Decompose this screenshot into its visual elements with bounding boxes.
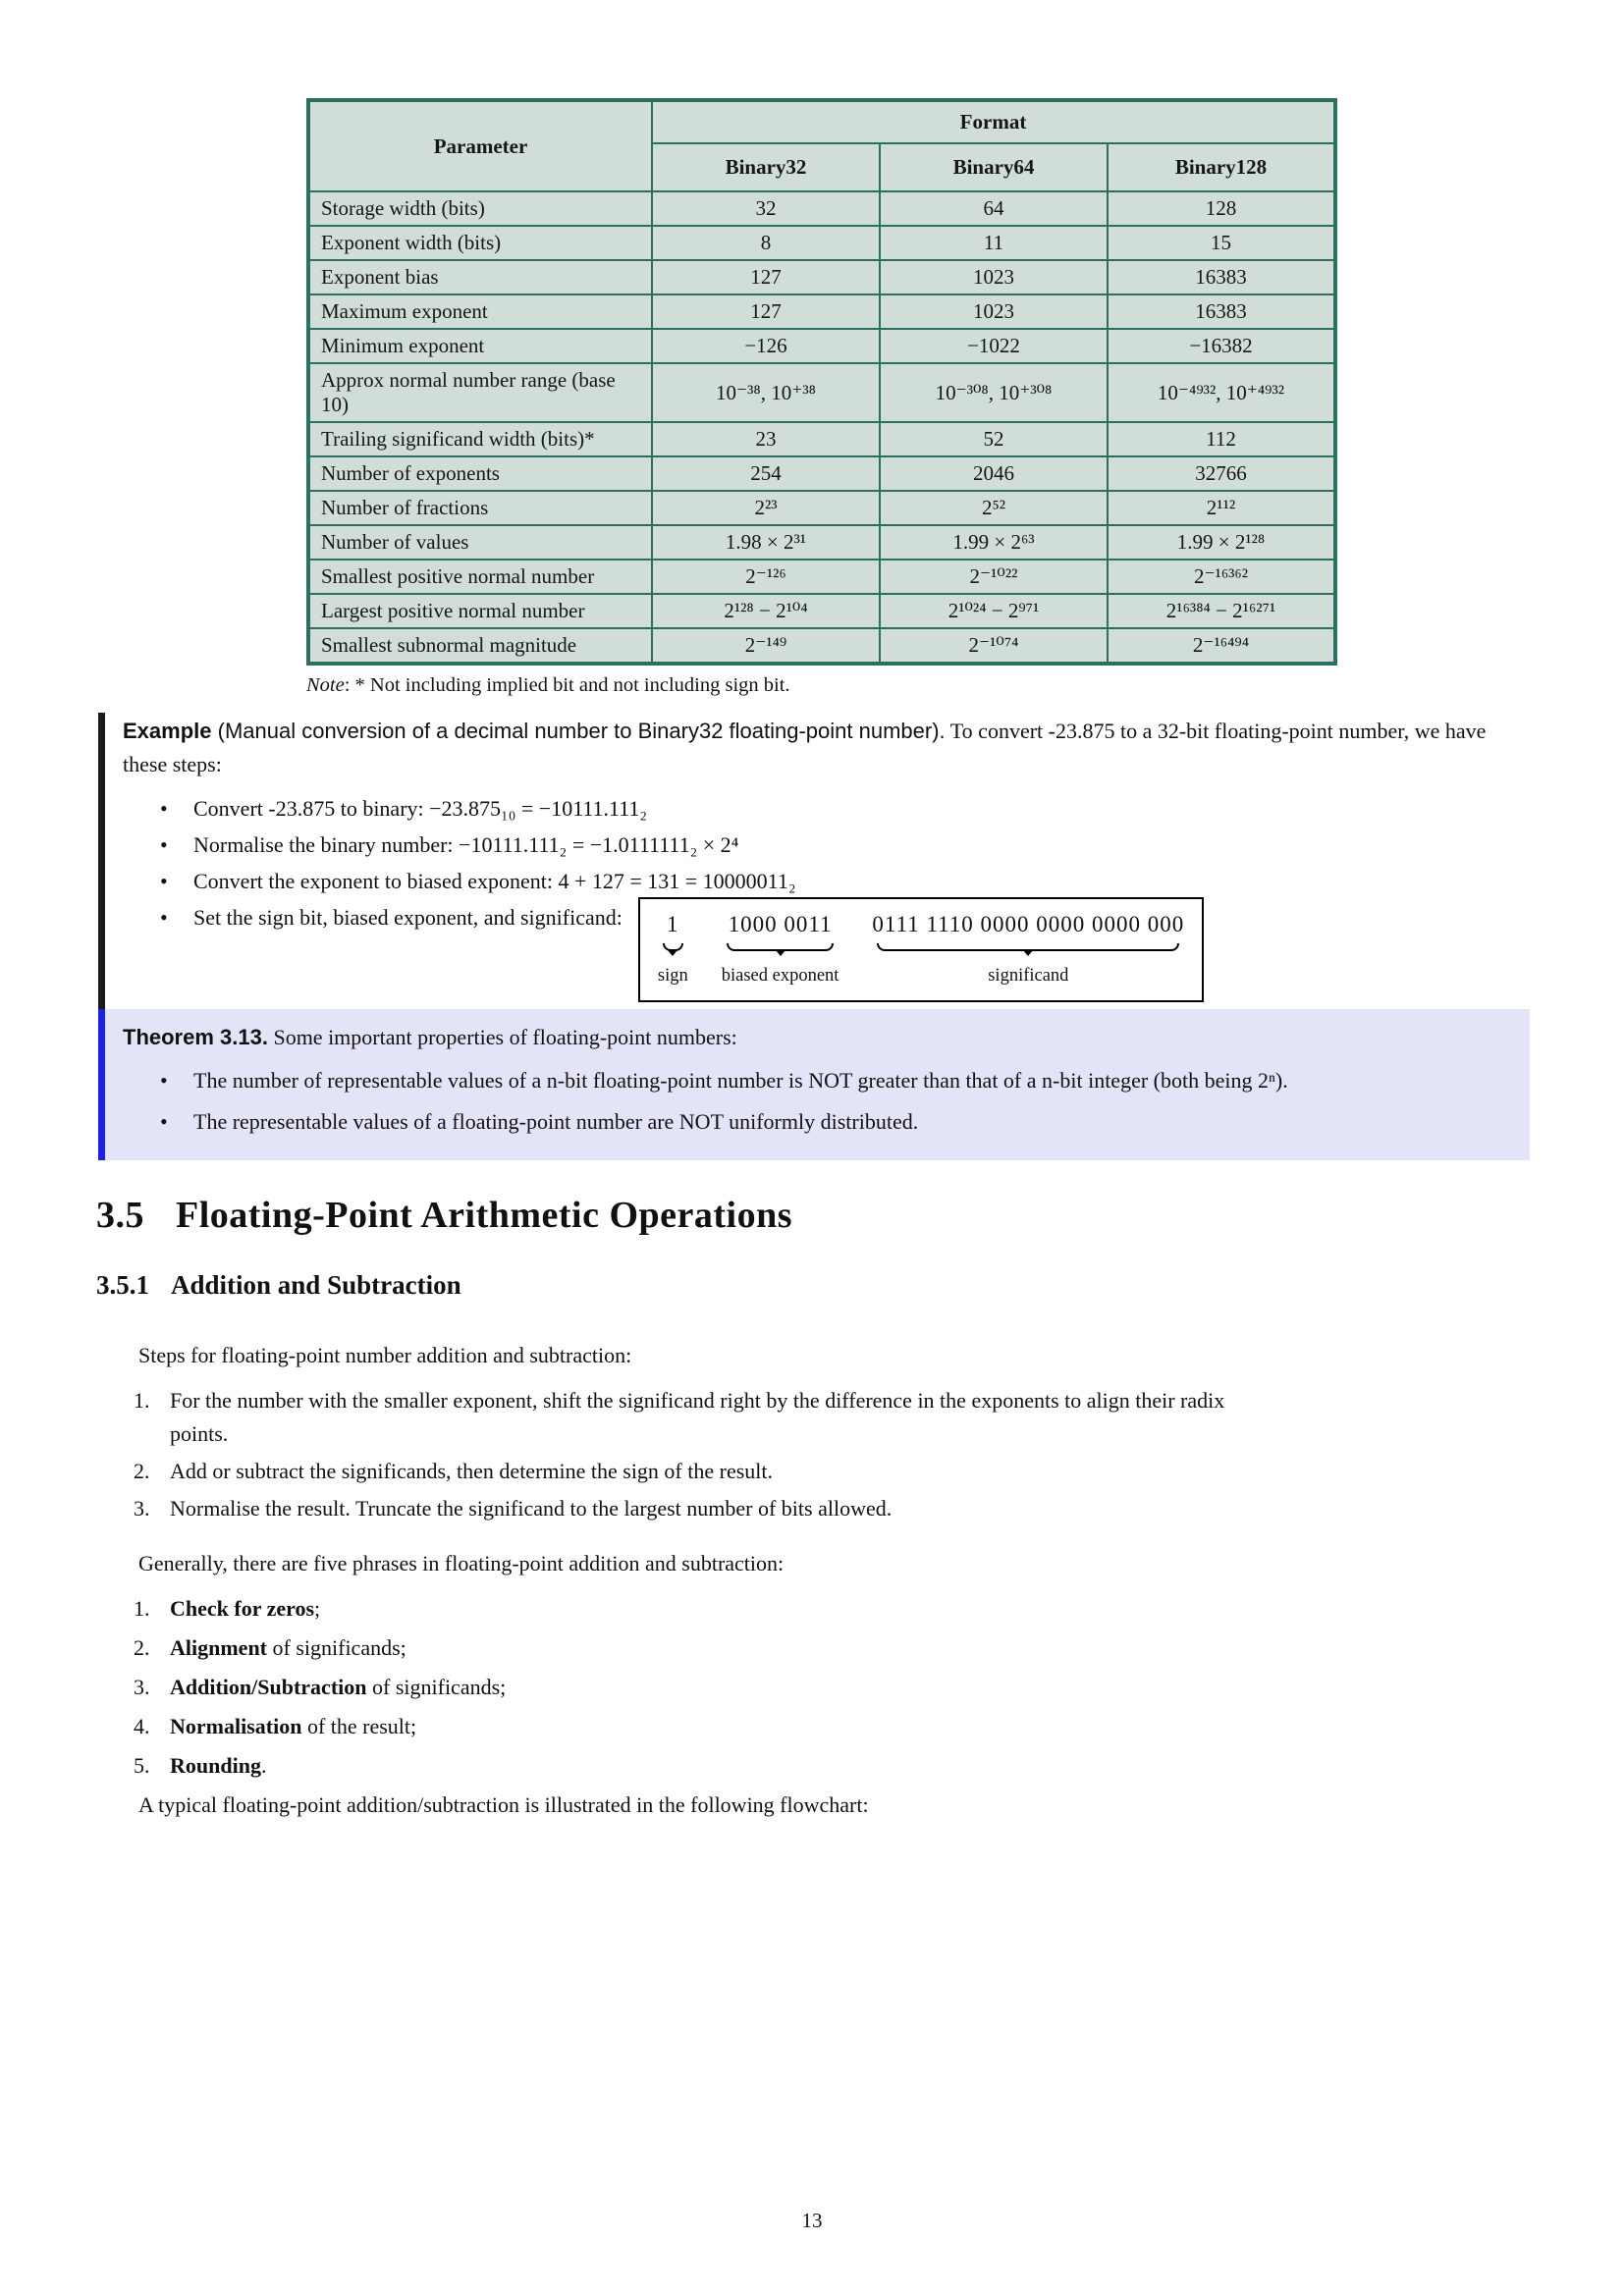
param-value: 1023 xyxy=(880,294,1108,329)
phrase-item xyxy=(134,1749,1532,1783)
param-value: 2⁵² xyxy=(880,491,1108,525)
bit-string: 1000 0011 xyxy=(728,912,833,936)
phrases-list xyxy=(134,1592,1532,1789)
param-value: −1022 xyxy=(880,329,1108,363)
phrase-text xyxy=(170,1710,1532,1743)
param-label: Number of fractions xyxy=(308,491,652,525)
param-label: Exponent bias xyxy=(308,260,652,294)
param-label: Number of exponents xyxy=(308,456,652,491)
section-title: Floating-Point Arithmetic Operations xyxy=(176,1195,793,1236)
table-row xyxy=(308,363,1335,422)
closing-paragraph: A typical floating-point addition/subtraction is illustrated in the following flowchart: xyxy=(138,1792,869,1817)
table-row xyxy=(308,456,1335,491)
phrase-number: 4. xyxy=(134,1714,150,1738)
param-value: 10⁻³⁰⁸, 10⁺³⁰⁸ xyxy=(880,363,1108,422)
param-value: 32 xyxy=(652,191,880,226)
underbrace-icon xyxy=(663,943,683,951)
step-text: For the number with the smaller exponent, shift the significand right by the difference in the exponents to align their radix points. xyxy=(170,1388,1225,1446)
steps-intro-paragraph: Steps for floating-point number addition and subtraction: xyxy=(138,1343,632,1367)
bit-string: 1 xyxy=(667,912,679,936)
param-value: 64 xyxy=(880,191,1108,226)
param-value: 2¹⁰²⁴ − 2⁹⁷¹ xyxy=(880,594,1108,628)
param-value: 2⁻¹⁴⁹ xyxy=(652,628,880,664)
param-value: 8 xyxy=(652,226,880,260)
param-value: 16383 xyxy=(1108,294,1335,329)
phrase-text xyxy=(170,1631,1532,1665)
param-value: −16382 xyxy=(1108,329,1335,363)
underbrace-icon xyxy=(877,943,1179,951)
phrase-item xyxy=(134,1710,1532,1743)
bullet-icon: • xyxy=(160,832,168,857)
phrase-lead: Rounding xyxy=(170,1753,261,1778)
col-header-binary64: Binary64 xyxy=(880,143,1108,191)
param-value: 1.98 × 2³¹ xyxy=(652,525,880,560)
theorem-bullet-list xyxy=(123,1064,1514,1138)
bitfield-diagram xyxy=(638,897,1204,1002)
param-label: Largest positive normal number xyxy=(308,594,652,628)
bullet-icon: • xyxy=(160,869,168,893)
param-value: 2046 xyxy=(880,456,1108,491)
phrase-number: 2. xyxy=(134,1635,150,1660)
steps-list xyxy=(134,1384,1532,1529)
bullet-item xyxy=(123,828,1530,861)
param-value: 127 xyxy=(652,294,880,329)
phrase-text xyxy=(170,1749,1532,1783)
step-text: Normalise the result. Truncate the significand to the largest number of bits allowed. xyxy=(170,1496,893,1521)
param-value: 2⁻¹⁶⁴⁹⁴ xyxy=(1108,628,1335,664)
param-value: 2²³ xyxy=(652,491,880,525)
param-label: Approx normal number range (base 10) xyxy=(308,363,652,422)
section-number: 3.5 xyxy=(96,1195,144,1236)
table-row xyxy=(308,260,1335,294)
param-value: 112 xyxy=(1108,422,1335,456)
phrase-rest: . xyxy=(260,1753,267,1778)
phrases-intro-paragraph: Generally, there are five phrases in floating-point addition and subtraction: xyxy=(138,1551,785,1575)
table-note-label: Note xyxy=(306,674,345,696)
phrase-rest: of the result; xyxy=(301,1714,417,1738)
param-value: 2⁻¹²⁶ xyxy=(652,560,880,594)
table-row xyxy=(308,191,1335,226)
bit-group xyxy=(872,908,1184,992)
section-heading-3-5 xyxy=(96,1194,792,1237)
phrase-lead: Check for zeros xyxy=(170,1596,315,1621)
param-value: 2⁻¹⁰²² xyxy=(880,560,1108,594)
page-number: 13 xyxy=(801,2209,823,2232)
phrase-number: 3. xyxy=(134,1675,150,1699)
bit-field-label: biased exponent xyxy=(721,966,839,986)
bit-field-label: sign xyxy=(657,966,688,986)
param-label: Exponent width (bits) xyxy=(308,226,652,260)
col-header-parameter: Parameter xyxy=(308,100,652,191)
phrase-text xyxy=(170,1671,1532,1704)
table-row xyxy=(308,525,1335,560)
theorem-bullet-text: The number of representable values of a n-bit floating-point number is NOT greater than that of a n-bit integer (both being 2ⁿ). xyxy=(193,1068,1288,1093)
phrase-item xyxy=(134,1592,1532,1626)
phrase-lead: Alignment xyxy=(170,1635,267,1660)
param-value: 2¹⁶³⁸⁴ − 2¹⁶²⁷¹ xyxy=(1108,594,1335,628)
theorem-bullet-text: The representable values of a floating-point number are NOT uniformly distributed. xyxy=(193,1109,919,1134)
param-label: Minimum exponent xyxy=(308,329,652,363)
param-value: 127 xyxy=(652,260,880,294)
param-value: 1.99 × 2¹²⁸ xyxy=(1108,525,1335,560)
example-bullet-text: Set the sign bit, biased exponent, and significand: xyxy=(193,905,623,930)
ieee754-format-table-section xyxy=(306,98,1333,697)
step-item xyxy=(134,1455,1532,1488)
phrase-rest: of significands; xyxy=(366,1675,507,1699)
phrase-number: 1. xyxy=(134,1596,150,1621)
phrase-item xyxy=(134,1671,1532,1704)
table-row xyxy=(308,294,1335,329)
subsection-title: Addition and Subtraction xyxy=(171,1270,461,1300)
table-row xyxy=(308,422,1335,456)
param-value: 2⁻¹⁶³⁶² xyxy=(1108,560,1335,594)
col-header-binary128: Binary128 xyxy=(1108,143,1335,191)
example-bullet-text: Normalise the binary number: −10111.111₂ = −1.0111111₂ × 2⁴ xyxy=(193,832,739,857)
theorem-heading xyxy=(123,1021,1514,1054)
bullet-icon: • xyxy=(160,1109,168,1134)
step-number: 1. xyxy=(134,1388,150,1413)
bullet-icon: • xyxy=(160,796,168,821)
table-note-text: : * Not including implied bit and not including sign bit. xyxy=(344,674,790,696)
ieee754-format-table xyxy=(306,98,1337,666)
phrase-text xyxy=(170,1592,1532,1626)
param-label: Maximum exponent xyxy=(308,294,652,329)
example-bullet xyxy=(123,901,1530,1002)
example-bullet-text: Convert -23.875 to binary: −23.875₁₀ = −10111.111₂ xyxy=(193,796,648,821)
table-row xyxy=(308,226,1335,260)
param-value: 16383 xyxy=(1108,260,1335,294)
bit-field-label: significand xyxy=(988,966,1069,986)
example-bullet-text: Convert the exponent to biased exponent: 4 + 127 = 131 = 10000011₂ xyxy=(193,869,796,893)
bullet-item xyxy=(123,865,1530,897)
example-block xyxy=(98,713,1530,1010)
param-value: 10⁻³⁸, 10⁺³⁸ xyxy=(652,363,880,422)
param-label: Number of values xyxy=(308,525,652,560)
bullet-item xyxy=(123,792,1530,825)
table-row xyxy=(308,560,1335,594)
theorem-title: Theorem 3.13. xyxy=(123,1025,268,1049)
step-number: 2. xyxy=(134,1459,150,1483)
subsection-number: 3.5.1 xyxy=(96,1270,149,1300)
table-note xyxy=(306,674,1333,697)
bit-string: 0111 1110 0000 0000 0000 000 xyxy=(872,912,1185,936)
bit-group xyxy=(722,908,839,992)
param-label: Storage width (bits) xyxy=(308,191,652,226)
param-value: 1023 xyxy=(880,260,1108,294)
step-item xyxy=(134,1384,1532,1451)
param-value: 2¹¹² xyxy=(1108,491,1335,525)
bullet-item xyxy=(123,1064,1514,1096)
phrase-lead: Normalisation xyxy=(170,1714,302,1738)
param-value: 1.99 × 2⁶³ xyxy=(880,525,1108,560)
bullet-icon: • xyxy=(160,1068,168,1093)
subsection-heading-3-5-1 xyxy=(96,1270,461,1301)
param-value: 52 xyxy=(880,422,1108,456)
underbrace-icon xyxy=(727,943,835,951)
example-bullet-list xyxy=(123,792,1530,897)
theorem-block xyxy=(98,1009,1530,1160)
param-value: −126 xyxy=(652,329,880,363)
col-header-binary32: Binary32 xyxy=(652,143,880,191)
step-item xyxy=(134,1492,1532,1525)
phrase-rest: of significands; xyxy=(267,1635,406,1660)
bullet-item xyxy=(123,1105,1514,1138)
param-value: 254 xyxy=(652,456,880,491)
table-header-row xyxy=(308,100,1335,143)
step-text: Add or subtract the significands, then determine the sign of the result. xyxy=(170,1459,774,1483)
phrase-rest: ; xyxy=(314,1596,321,1621)
example-title: Example xyxy=(123,719,212,743)
bullet-icon: • xyxy=(160,905,168,930)
table-row xyxy=(308,329,1335,363)
table-row xyxy=(308,628,1335,664)
phrase-item xyxy=(134,1631,1532,1665)
example-heading xyxy=(123,715,1517,781)
phrase-lead: Addition/Subtraction xyxy=(170,1675,367,1699)
param-value: 32766 xyxy=(1108,456,1335,491)
param-value: 128 xyxy=(1108,191,1335,226)
table-row xyxy=(308,491,1335,525)
param-label: Smallest positive normal number xyxy=(308,560,652,594)
param-value: 23 xyxy=(652,422,880,456)
col-header-format: Format xyxy=(652,100,1335,143)
theorem-lead: Some important properties of floating-point numbers: xyxy=(267,1025,737,1049)
param-value: 2¹²⁸ − 2¹⁰⁴ xyxy=(652,594,880,628)
phrase-number: 5. xyxy=(134,1753,150,1778)
bit-group xyxy=(658,908,688,992)
example-subtitle: (Manual conversion of a decimal number to Binary32 floating-point number). xyxy=(211,719,946,743)
table-row xyxy=(308,594,1335,628)
step-number: 3. xyxy=(134,1496,150,1521)
param-value: 15 xyxy=(1108,226,1335,260)
param-value: 11 xyxy=(880,226,1108,260)
param-label: Trailing significand width (bits)* xyxy=(308,422,652,456)
param-value: 10⁻⁴⁹³², 10⁺⁴⁹³² xyxy=(1108,363,1335,422)
example-intro: To convert -23.875 to a 32-bit floating-point number, we have these steps: xyxy=(123,719,1487,776)
param-value: 2⁻¹⁰⁷⁴ xyxy=(880,628,1108,664)
param-label: Smallest subnormal magnitude xyxy=(308,628,652,664)
